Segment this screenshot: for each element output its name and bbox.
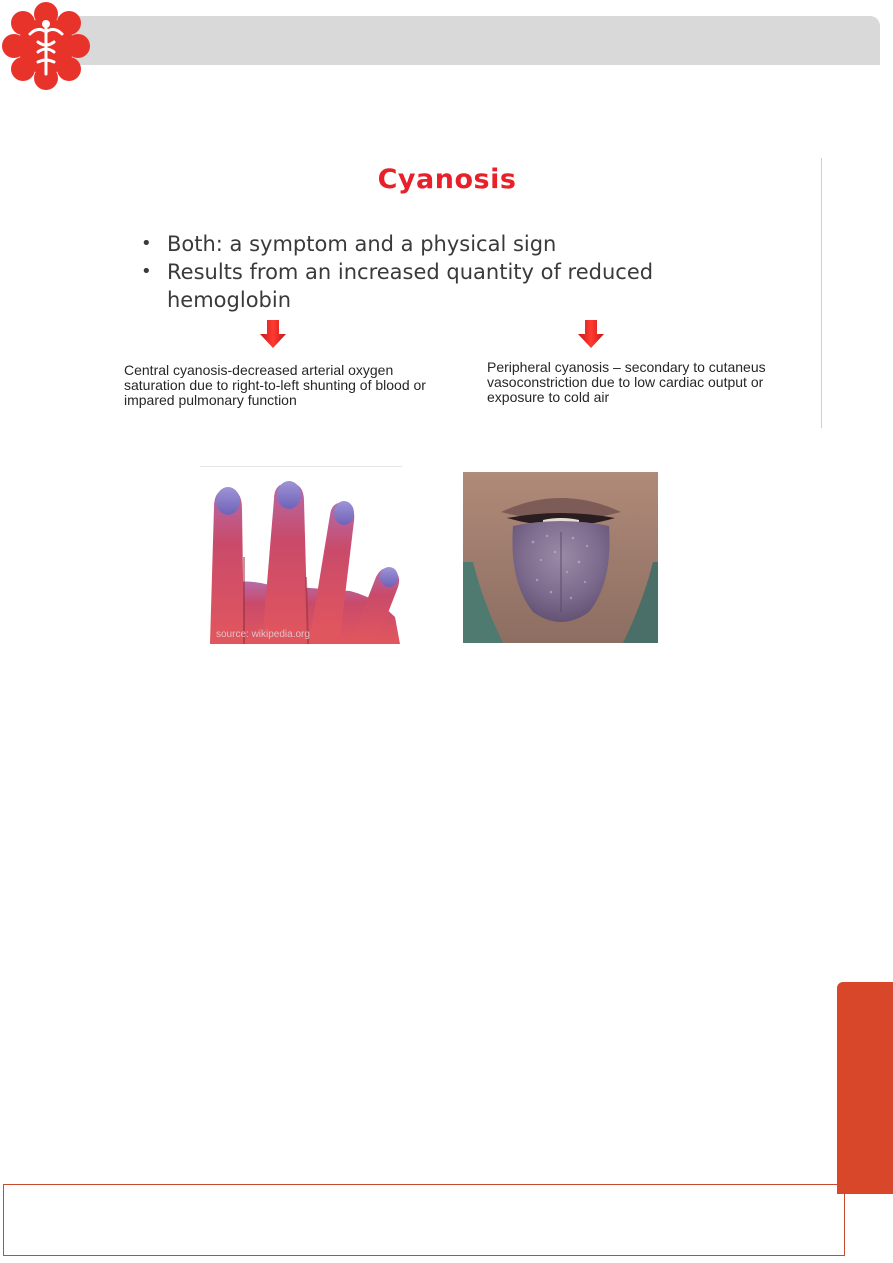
medical-caduceus-logo [0, 0, 92, 92]
peripheral-cyanosis-text: Peripheral cyanosis – secondary to cutaneus vasoconstriction due to low cardiac output or exposure to cold air [487, 359, 766, 405]
cyanotic-tongue-photo [463, 472, 658, 643]
bullet-text: Results from an increased quantity of reduced hemoglobin [167, 260, 654, 312]
cyanotic-hand-photo [200, 466, 402, 644]
bullet-dot-icon: • [141, 261, 152, 282]
arrow-down-icon [260, 320, 286, 348]
bullet-dot-icon: • [141, 233, 152, 254]
bullet-list [139, 230, 727, 314]
tongue-illustration [463, 472, 658, 643]
hand-illustration [200, 467, 402, 644]
header-bar [48, 16, 880, 65]
footer-box [3, 1184, 845, 1256]
arrow-down-icon [578, 320, 604, 348]
bullet-item [139, 258, 727, 314]
side-tab [837, 982, 893, 1194]
bullet-item [139, 230, 727, 258]
central-cyanosis-text: Central cyanosis-decreased arterial oxygen saturation due to right-to-left shunting of blood or impared pulmonary function [124, 362, 426, 408]
watermark-text: source: wikipedia.org [216, 629, 310, 640]
bullet-text: Both: a symptom and a physical sign [167, 232, 557, 256]
slide-title: Cyanosis [377, 164, 517, 195]
cyanosis-slide [105, 158, 822, 428]
